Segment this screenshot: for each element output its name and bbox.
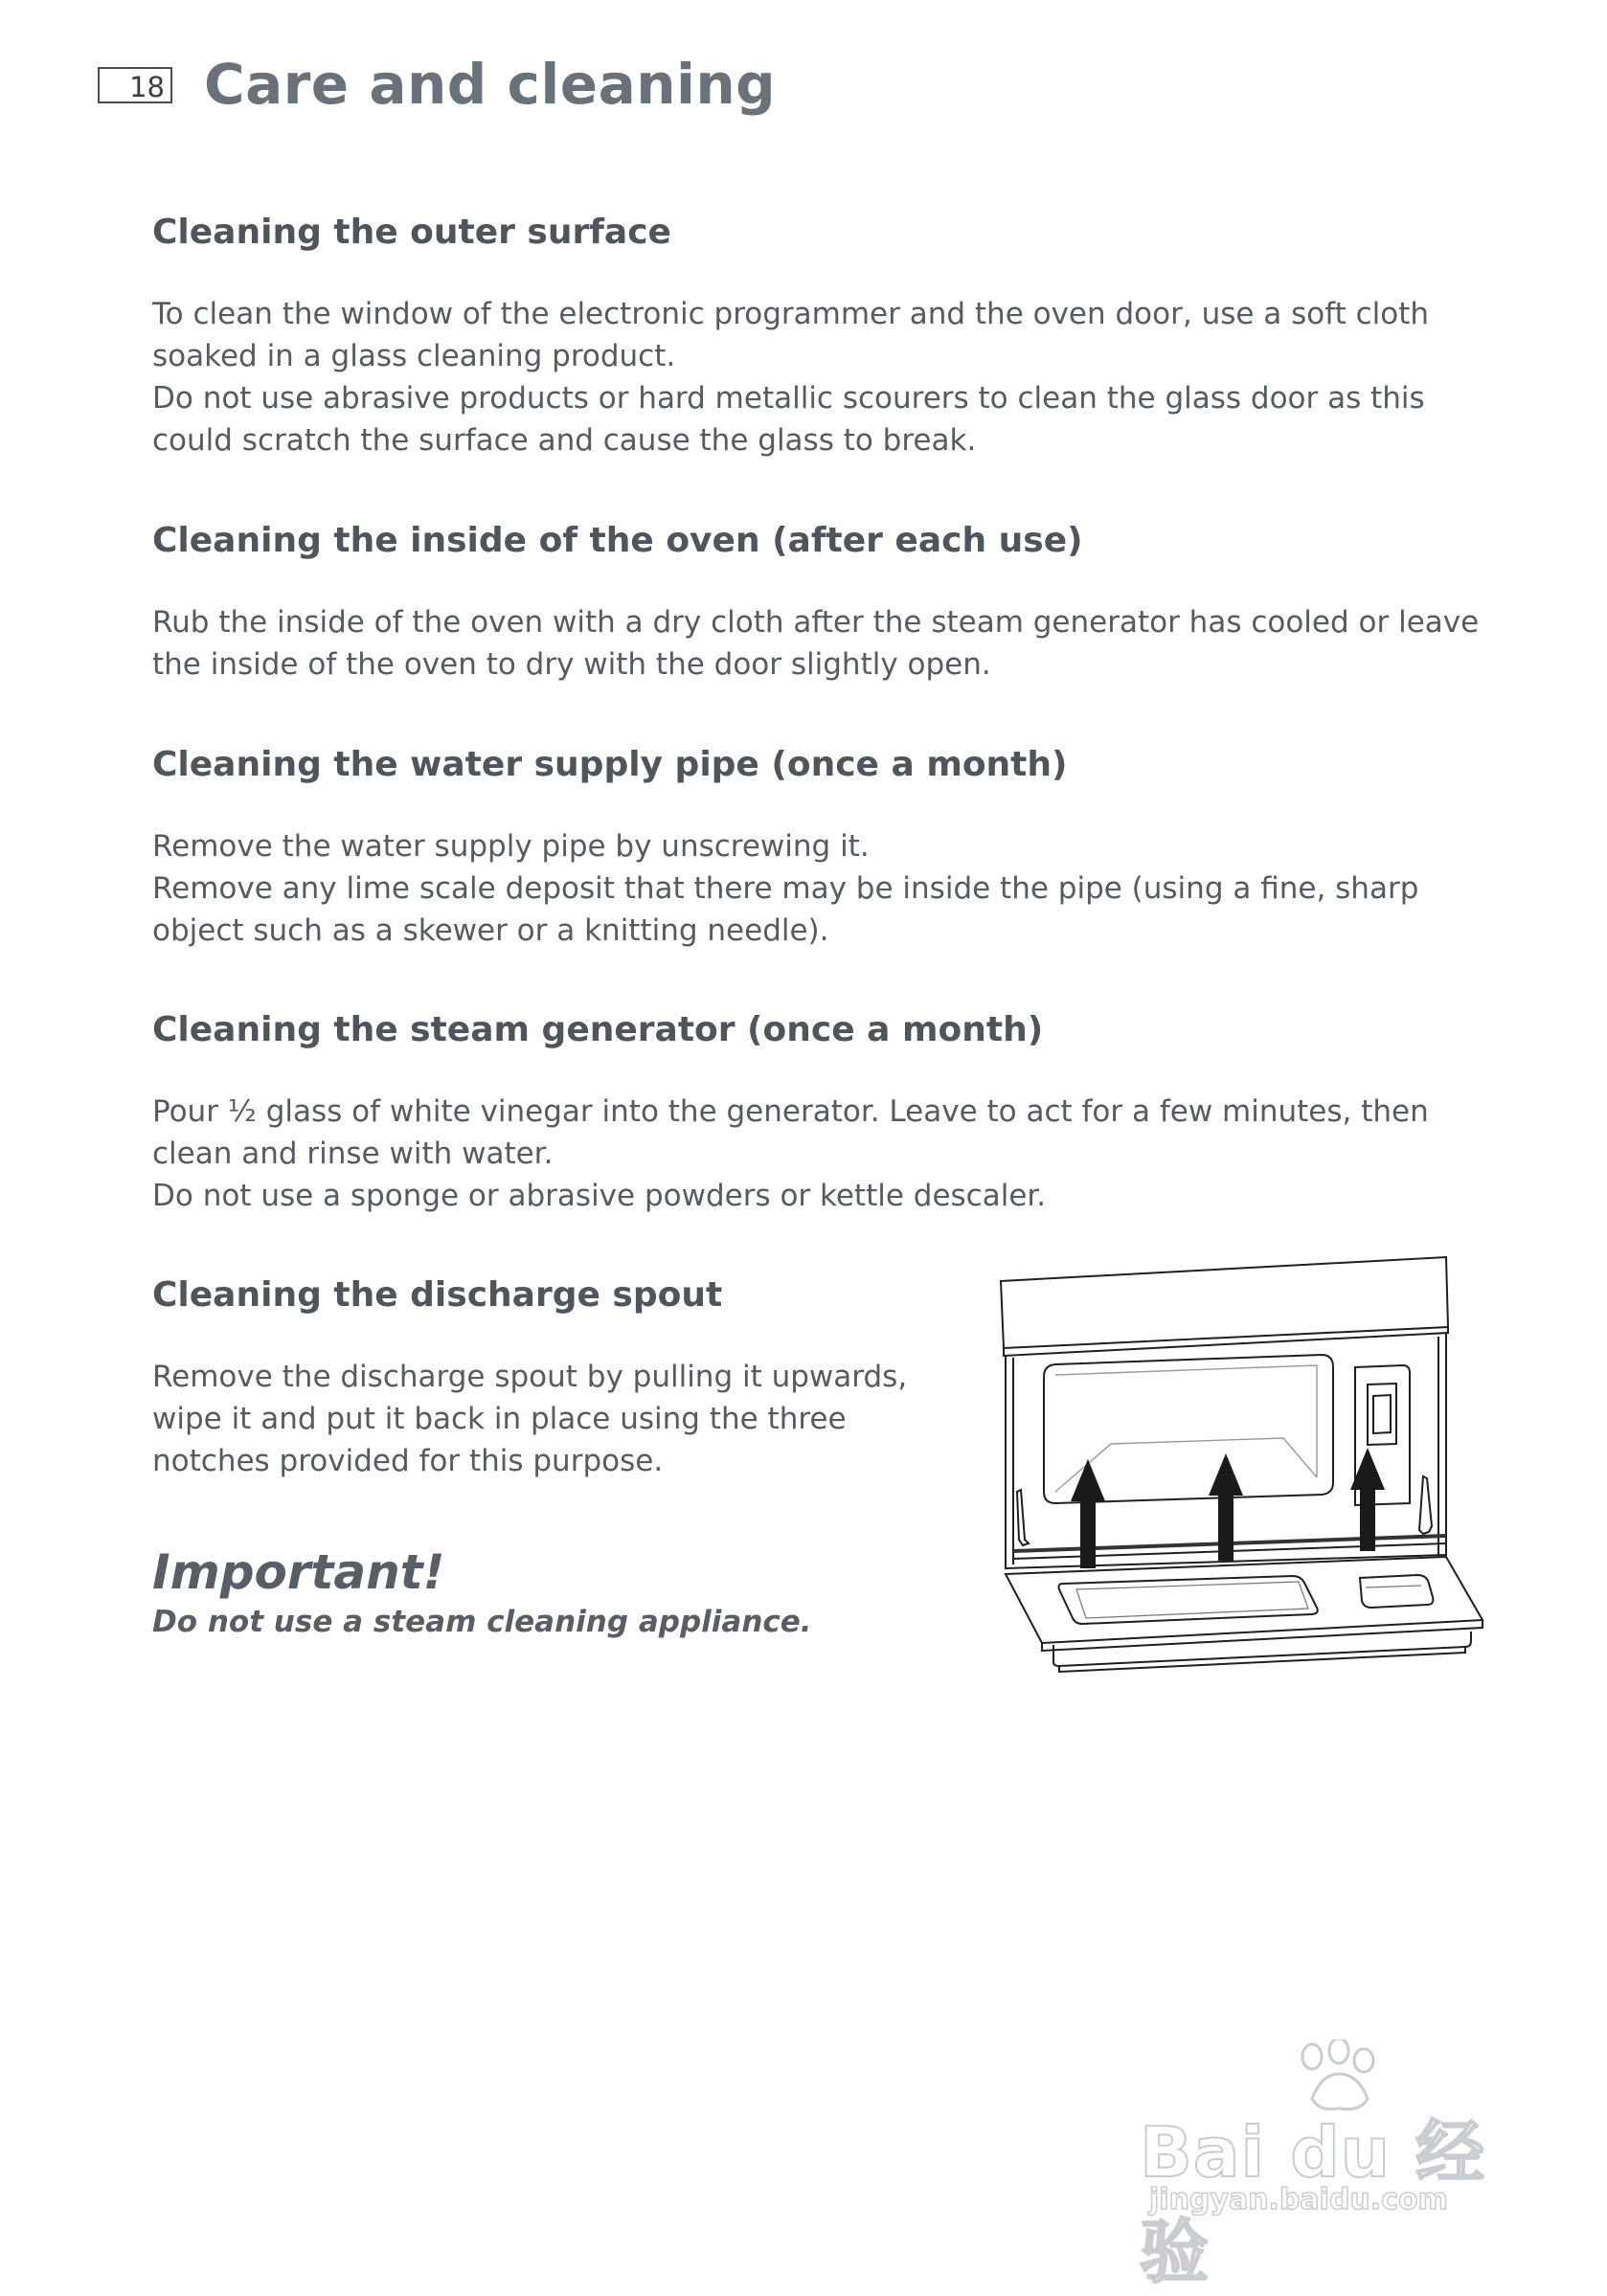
section-heading: Cleaning the steam generator (once a month) [152,1010,1044,1049]
oven-control-panel [1001,1257,1448,1348]
arrow-up-left [1071,1459,1105,1568]
page-title: Care and cleaning [204,52,777,117]
right-hinge [1419,1476,1432,1534]
section-heading: Cleaning the inside of the oven (after each use) [152,521,1083,560]
section-heading: Cleaning the water supply pipe (once a month) [152,745,1068,784]
section-heading: Cleaning the discharge spout [152,1275,723,1315]
paragraph: Remove any lime scale deposit that there may be inside the pipe (using a fine, sharp object such as a skewer or a knitting needle). [152,871,1419,948]
paragraph: Remove the water supply pipe by unscrewing it. [152,829,870,864]
important-title: Important! [152,1544,445,1600]
paragraph: Do not use abrasive products or hard metallic scourers to clean the glass door as this could scratch the surface and cause the glass to break. [152,381,1425,458]
oven-discharge-spout-illustration [996,1252,1504,1674]
watermark-brand: Bai du 经验 [1140,2112,1486,2292]
section-water-supply-pipe [152,743,1512,952]
section-discharge-spout [152,1273,947,1482]
section-steam-generator [152,1008,1512,1217]
paragraph: To clean the window of the electronic programmer and the oven door, use a soft cloth soaked in a glass cleaning product. [152,297,1430,373]
paragraph: Pour ½ glass of white vinegar into the generator. Leave to act for a few minutes, then clean and rinse with water. [152,1094,1429,1171]
important-notice [152,1543,812,1643]
section-inside-oven [152,519,1512,686]
section-outer-surface [152,211,1512,461]
open-door [1006,1557,1483,1643]
paragraph: Do not use a sponge or abrasive powders or kettle descaler. [152,1179,1047,1213]
paragraph: Remove the discharge spout by pulling it upwards, wipe it and put it back in place using the three notches provided for this purpose. [152,1360,908,1478]
section-heading: Cleaning the outer surface [152,213,671,252]
paragraph: Rub the inside of the oven with a dry cloth after the steam generator has cooled or leave the inside of the oven to dry with the door slightly open. [152,605,1480,682]
left-hinge [1017,1490,1029,1545]
page-number: 18 [98,67,172,103]
important-note: Do not use a steam cleaning appliance. [152,1605,812,1639]
baidu-watermark [1140,2039,1523,2292]
watermark-url: jingyan.baidu.com [1149,2183,1448,2217]
